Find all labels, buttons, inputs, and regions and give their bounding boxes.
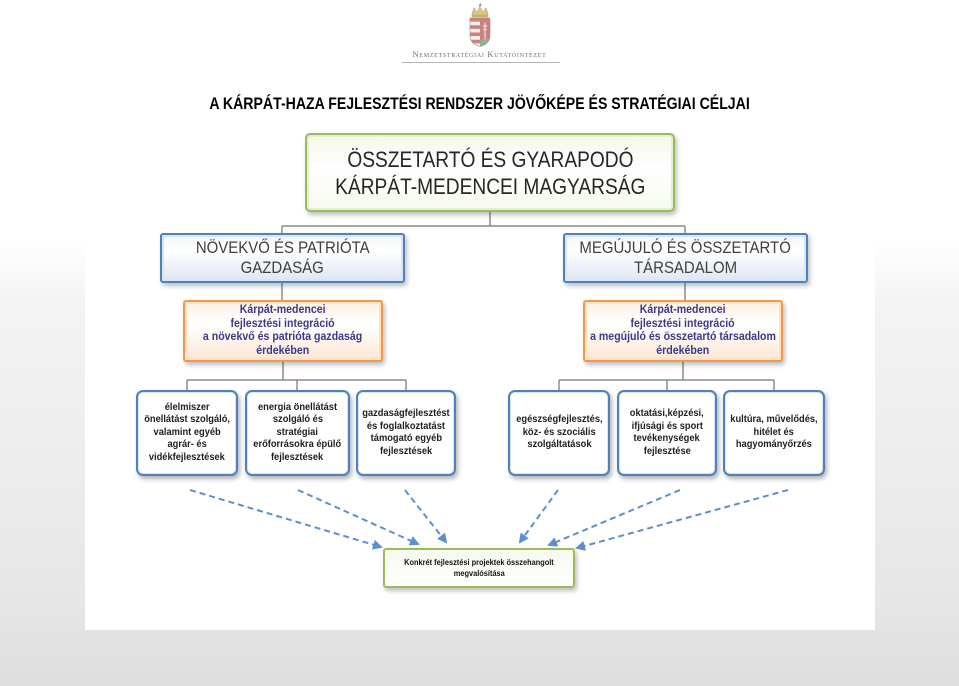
area-text-line: kultúra, művelődés,: [730, 414, 818, 426]
outcome-box: [383, 548, 575, 588]
area-text-line: önellátást szolgáló,: [144, 414, 230, 426]
area-text-line: tevékenységek: [633, 433, 701, 444]
area-text-line: stratégiai: [276, 426, 319, 438]
goal-box-economy: [183, 300, 383, 362]
goal-text-line: Kárpát-medencei: [240, 304, 326, 316]
pillar-title-line: GAZDASÁG: [240, 258, 325, 277]
page-title: A KÁRPÁT-HAZA FEJLESZTÉSI RENDSZER JÖVŐKÉPE ÉS STRATÉGIAI CÉLJAI: [209, 94, 750, 113]
area-text-line: és foglalkoztatást: [366, 420, 446, 432]
pillar-title-line: TÁRSADALOM: [633, 258, 738, 277]
area-text-line: ifjúsági és sport: [631, 420, 703, 432]
area-box-culture-heritage: [723, 390, 825, 476]
area-text-line: élelmiszer: [164, 401, 210, 413]
flow-arrow: [520, 490, 558, 542]
area-text-line: hagyományőrzés: [736, 439, 812, 451]
area-box-health-social: [508, 390, 610, 476]
pillar-title-line: NÖVEKVŐ ÉS PATRIÓTA: [195, 238, 370, 257]
area-text-line: fejlesztések: [379, 445, 433, 457]
area-text-line: fejlesztése: [643, 445, 691, 457]
goal-box-society: [583, 300, 783, 362]
area-text-line: energia önellátást: [257, 401, 338, 413]
flow-arrow: [405, 490, 446, 542]
goal-text-line: érdekében: [256, 344, 310, 357]
outcome-text-line: Konkrét fejlesztési projektek összehangolt: [404, 557, 554, 567]
flow-arrow: [190, 490, 381, 547]
area-text-line: támogató egyéb: [370, 433, 442, 444]
area-text-line: gazdaságfejlesztést: [362, 408, 450, 419]
vision-box: [305, 133, 675, 212]
pillar-box-economy: [160, 233, 405, 283]
area-text-line: valamint egyéb: [153, 426, 221, 438]
flow-arrow: [577, 490, 788, 548]
goal-text-line: a megújuló és összetartó társadalom: [590, 331, 776, 343]
area-text-line: oktatási,képzési,: [630, 408, 704, 419]
area-text-line: szolgáló és: [272, 414, 323, 426]
area-text-line: erőforrásokra épülő: [253, 439, 342, 451]
goal-text-line: érdekében: [656, 344, 710, 357]
goal-text-line: fejlesztési integráció: [230, 317, 336, 330]
goal-text-line: Kárpát-medencei: [640, 304, 726, 316]
area-box-energy: [245, 390, 350, 476]
area-box-education-youth-sport: [617, 390, 717, 476]
area-text-line: szolgáltatások: [526, 439, 592, 451]
pillar-box-society: [563, 233, 808, 283]
area-text-line: hitélet és: [753, 426, 795, 438]
area-text-line: fejlesztések: [271, 451, 324, 463]
vision-text-line: ÖSSZETARTÓ ÉS GYARAPODÓ: [346, 146, 634, 172]
area-text-line: agrár- és: [167, 439, 207, 451]
goal-text-line: fejlesztési integráció: [630, 317, 736, 330]
area-text-line: egészségfejlesztés,: [515, 414, 603, 426]
vision-text-line: KÁRPÁT-MEDENCEI MAGYARSÁG: [334, 173, 646, 199]
flow-arrow: [298, 490, 418, 544]
area-text-line: köz- és szociális: [522, 426, 596, 438]
flow-arrow: [549, 490, 680, 545]
outcome-text-line: megvalósítása: [453, 568, 505, 578]
area-text-line: vidékfejlesztések: [149, 451, 225, 463]
area-box-food-self-sufficiency: [136, 390, 238, 476]
organization-name: Nemzetstratégiai Kutatóintézet: [412, 49, 547, 59]
pillar-title-line: MEGÚJULÓ ÉS ÖSSZETARTÓ: [579, 238, 792, 257]
area-box-economic-development: [356, 390, 456, 476]
goal-text-line: a növekvő és patrióta gazdaság: [203, 331, 363, 343]
